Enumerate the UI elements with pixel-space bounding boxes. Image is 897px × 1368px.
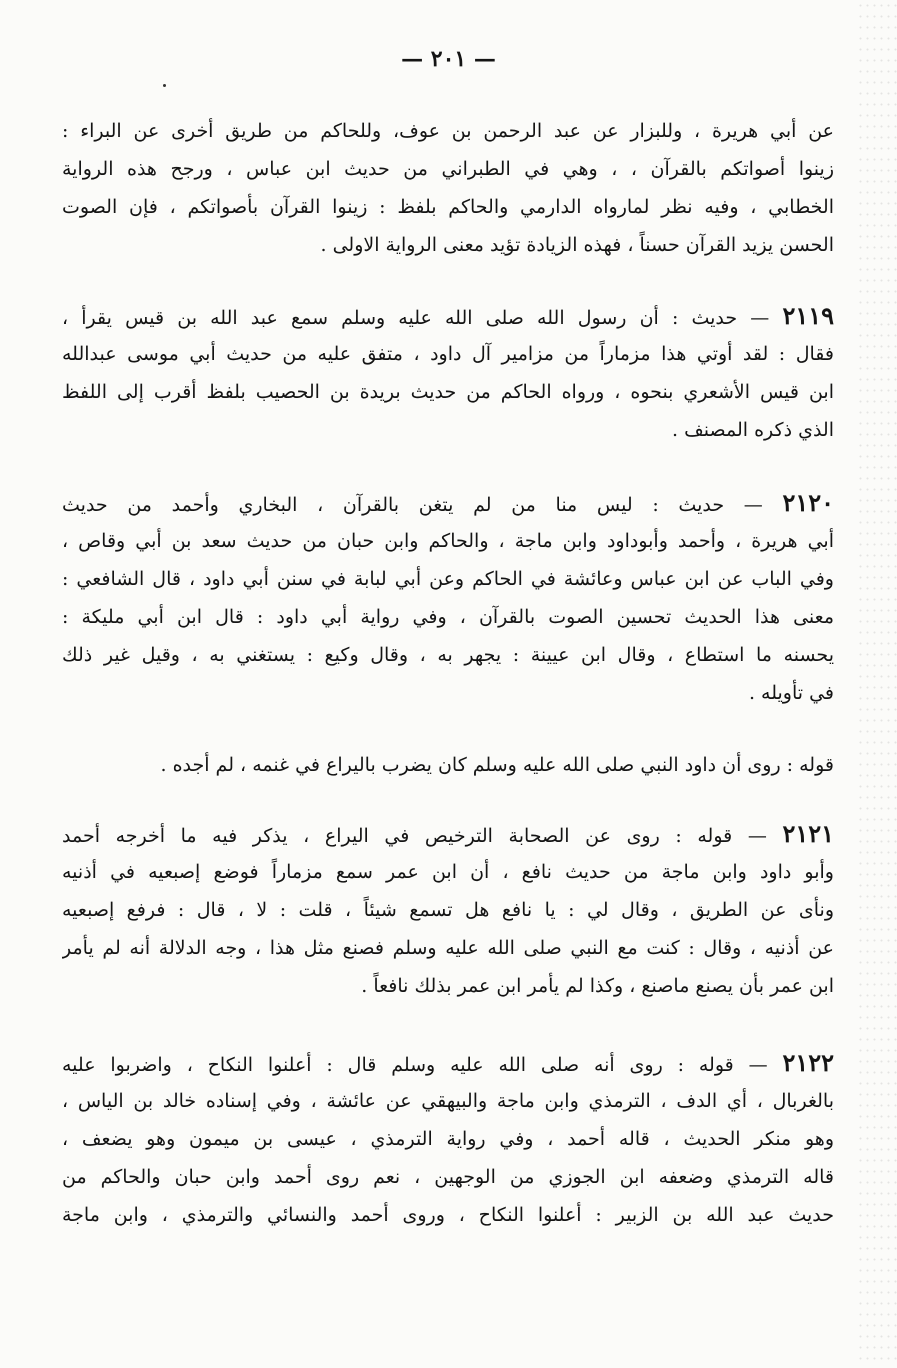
text-line-content: — قوله : روى أنه صلى الله عليه وسلم قال : أعلنوا النكاح ، واضربوا عليه xyxy=(62,1054,783,1076)
text-line: وهو منكر الحديث ، قاله أحمد ، وفي رواية الترمذي ، عيسى بن ميمون وهو يضعف ، xyxy=(62,1128,834,1150)
text-line: معنى هذا الحديث تحسين الصوت بالقرآن ، وفي رواية أبي داود : قال ابن أبي مليكة : xyxy=(62,606,834,628)
text-line xyxy=(62,297,834,335)
hadith-2119 xyxy=(62,297,834,449)
text-line: الحسن يزيد القرآن حسناً ، فهذه الزيادة تؤيد معنى الرواية الاولى . xyxy=(320,234,834,256)
scan-noise xyxy=(857,0,897,1368)
text-line: بالغربال ، أي الدف ، الترمذي وابن ماجة والبيهقي عن عائشة ، وفي إسناده خالد بن الياس ، xyxy=(62,1090,834,1112)
paragraph-1 xyxy=(62,112,834,264)
text-line: زينوا أصواتكم بالقرآن ، ، وهي في الطبراني من حديث ابن عباس ، ورجح هذه الرواية xyxy=(62,158,834,180)
text-line: ابن قيس الأشعري بنحوه ، ورواه الحاكم من حديث بريدة بن الحصيب بلفظ أقرب إلى اللفظ xyxy=(62,381,834,403)
text-line: عن أبي هريرة ، وللبزار عن عبد الرحمن بن عوف، وللحاكم من طريق أخرى عن البراء : xyxy=(62,120,834,142)
text-line: قوله : روى أن داود النبي صلى الله عليه وسلم كان يضرب باليراع في غنمه ، لم أجده . xyxy=(160,754,834,776)
text-line: يحسنه ما استطاع ، وقال ابن عيينة : يجهر به ، وقال وكيع : يستغني به ، وقيل غير ذلك xyxy=(62,644,834,666)
text-line: الخطابي ، وفيه نظر لمارواه الدارمي والحاكم بلفظ : زينوا القرآن بأصواتكم ، فإن الصوت xyxy=(62,196,834,218)
qawl-paragraph xyxy=(62,746,834,784)
text-line: الذي ذكره المصنف . xyxy=(672,419,834,441)
scan-speck xyxy=(163,84,166,87)
text-line xyxy=(62,815,834,853)
entry-number: ٢١٢٠ xyxy=(782,488,834,517)
text-line: ابن عمر بأن يصنع ماصنع ، وكذا لم يأمر ابن عمر بذلك نافعاً . xyxy=(361,975,834,997)
text-line: ونأى عن الطريق ، وقال لي : يا نافع هل تسمع شيئاً ، قلت : لا ، قال : فرفع إصبعيه xyxy=(62,899,834,921)
text-line xyxy=(62,484,834,522)
text-line: عن أذنيه ، وقال : كنت مع النبي صلى الله عليه وسلم فصنع مثل هذا ، وجه الدلالة أنه لم يأمر xyxy=(62,937,834,959)
hadith-2120 xyxy=(62,484,834,712)
text-line xyxy=(62,1044,834,1082)
text-line-content: — قوله : روى عن الصحابة الترخيص في اليراع ، يذكر فيه ما أخرجه أحمد xyxy=(62,825,783,847)
text-line: قاله الترمذي وضعفه ابن الجوزي من الوجهين ، نعم روى أحمد وابن حبان والحاكم من xyxy=(62,1166,834,1188)
entry-number: ٢١١٩ xyxy=(782,301,834,330)
text-line: وفي الباب عن ابن عباس وعائشة في الحاكم وعن أبي لبابة في سنن أبي داود ، قال الشافعي : xyxy=(62,568,834,590)
text-line: في تأويله . xyxy=(748,682,834,704)
text-line: فقال : لقد أوتي هذا مزماراً من مزامير آل داود ، متفق عليه من حديث أبي موسى عبدالله xyxy=(62,343,834,365)
entry-2122 xyxy=(62,1044,834,1234)
text-line-content: — حديث : ليس منا من لم يتغن بالقرآن ، البخاري وأحمد من حديث xyxy=(62,494,783,516)
text-line: أبي هريرة ، وأحمد وأبوداود وابن ماجة ، والحاكم وابن حبان من حديث سعد بن أبي وقاص ، xyxy=(62,530,834,552)
entry-number: ٢١٢١ xyxy=(782,819,834,848)
entry-2121 xyxy=(62,815,834,1005)
text-line: وأبو داود وابن ماجة من حديث نافع ، أن ابن عمر سمع مزماراً فوضع إصبعيه في أذنيه xyxy=(62,861,834,883)
page-number: — ٢٠١ — xyxy=(401,46,496,72)
text-line: حديث عبد الله بن الزبير : أعلنوا النكاح ، وروى أحمد والنسائي والترمذي ، وابن ماجة xyxy=(62,1204,834,1226)
text-line-content: — حديث : أن رسول الله صلى الله عليه وسلم سمع عبد الله بن قيس يقرأ ، xyxy=(62,307,783,329)
entry-number: ٢١٢٢ xyxy=(782,1048,834,1077)
